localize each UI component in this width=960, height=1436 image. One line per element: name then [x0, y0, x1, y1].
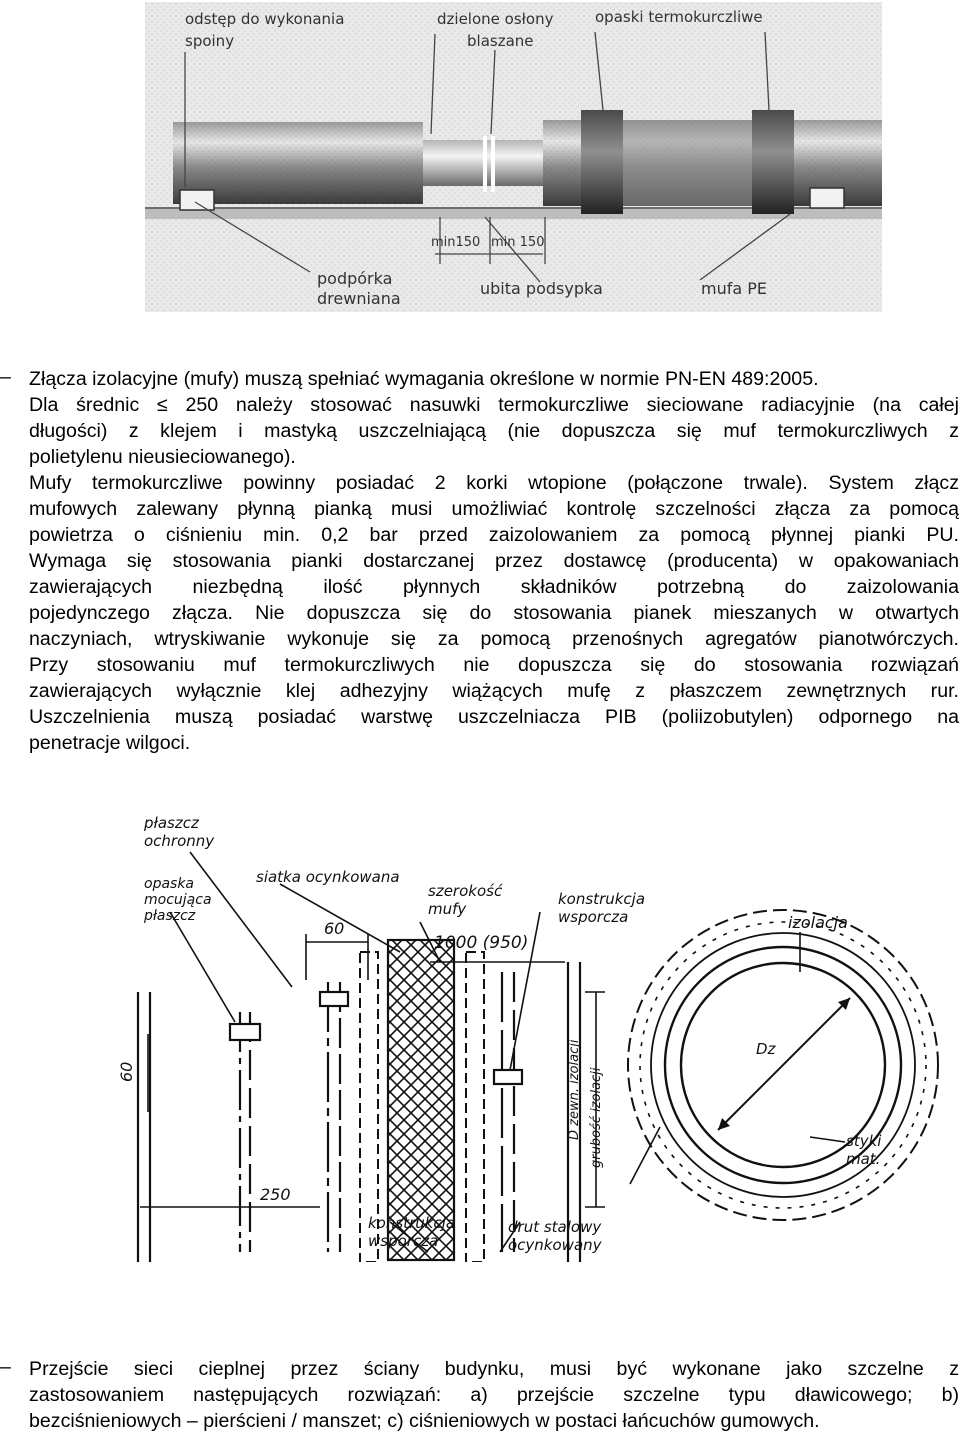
section2-paragraph: [29, 1356, 959, 1434]
section2-line: Przejście sieci cieplnej przez ściany budynku, musi być wykonane jako szczelne z: [29, 1358, 959, 1380]
joint-section-drawing: [110, 812, 950, 1262]
label-jacket-line1: płaszcz: [144, 814, 199, 832]
section1-line: Uszczelnienia muszą posiadać warstwę uszczelniacza PIB (poliizobutylen) odpornego na: [29, 706, 959, 728]
label-joints-line2: mat.: [846, 1150, 881, 1168]
joint-section-figure: [110, 812, 950, 1262]
pipe-cross-section: [628, 910, 938, 1220]
section1-paragraph: [29, 366, 959, 756]
label-min-right: min 150: [491, 235, 545, 250]
label-mesh: siatka ocynkowana: [256, 868, 400, 886]
label-sleeve: mufa PE: [701, 279, 768, 298]
section1-line: zawierających niezbędną ilość płynnych składników potrzebną do zaizolowania: [29, 576, 959, 598]
label-band-line2: mocująca: [144, 892, 212, 908]
label-split-covers-line2: blaszane: [467, 32, 534, 50]
wood-support-right: [810, 188, 844, 208]
label-construction-top-line1: konstrukcja: [558, 890, 646, 908]
label-bedding: ubita podsypka: [480, 279, 603, 298]
label-width-line1: szerokość: [428, 882, 503, 900]
label-dim-1000: 1000 (950): [434, 933, 529, 953]
pipe-joint-drawing: [145, 2, 882, 312]
section1-line: Wymaga się stosowania pianki dostarczanej przez dostawcę (producenta) w opakowaniach: [29, 550, 959, 572]
label-gap-line2: spoiny: [185, 32, 235, 50]
label-d-ext: D zewn. izolacji: [567, 1039, 582, 1140]
label-band-line1: opaska: [144, 876, 195, 892]
label-shrink-bands: opaski termokurczliwe: [595, 8, 763, 26]
label-split-covers-line1: dzielone osłony: [437, 10, 554, 28]
label-gap-line1: odstęp do wykonania: [185, 10, 345, 28]
section1-line: mufowych zalewany płynną pianką musi umożliwiać kontrolę szczelności złącza za pomocą: [29, 498, 959, 520]
label-construction-top-line2: wsporcza: [558, 908, 629, 926]
label-jacket-line2: ochronny: [144, 832, 215, 850]
section2-line: bezciśnieniowych – pierścieni / manszet; c) ciśnieniowych w postaci łańcuchów gumowych.: [29, 1410, 820, 1432]
section1-line: penetracje wilgoci.: [29, 732, 191, 754]
label-construction-bottom-line1: konstrukcja: [368, 1214, 456, 1232]
label-wire-line1: drut stalowy: [508, 1218, 602, 1236]
label-width-line2: mufy: [428, 900, 467, 918]
label-joints-line1: styki: [846, 1132, 882, 1150]
shrink-band-right: [752, 110, 794, 214]
section1-line: Przy stosowaniu muf termokurczliwych nie dopuszcza się do stosowania rozwiązań: [29, 654, 959, 676]
label-dz: Dz: [756, 1040, 776, 1058]
bullet-dash-2: –: [0, 1356, 11, 1378]
section1-line: długości) z klejem i mastyką uszczelniającą (nie dopuszcza się muf termokurczliwych z: [29, 420, 959, 442]
section2-line: zastosowaniem następujących rozwiązań: a) przejście szczelne typu dławicowego; b): [29, 1384, 959, 1406]
section1-line: naczyniach, wtryskiwanie wykonuje się za pomocą przenośnych agregatów pianotwórczych.: [29, 628, 959, 650]
shrink-band-left: [581, 110, 623, 214]
section1-line: Mufy termokurczliwe powinny posiadać 2 korki wtopione (połączone trwale). System złącz: [29, 472, 959, 494]
label-support-line2: drewniana: [317, 289, 401, 308]
section1-line: zawierających wyłącznie klej adhezyjny wiążących mufę z płaszczem zewnętrznych rur.: [29, 680, 959, 702]
section1-line: pojedynczego złącza. Nie dopuszcza się do stosowania pianek mieszanych w otwartych: [29, 602, 959, 624]
section1-line: powietrza o ciśnieniu min. 0,2 bar przed zaizolowaniem za pomocą płynnej pianki PU.: [29, 524, 959, 546]
pipe-joint-figure: [145, 2, 882, 312]
label-dim-60-side: 60: [117, 1061, 136, 1082]
section1-line: Dla średnic ≤ 250 należy stosować nasuwki termokurczliwe sieciowane radiacyjnie (na całej: [29, 394, 959, 416]
label-wire-line2: ocynkowany: [508, 1236, 602, 1254]
label-thickness: grubość izolacji: [589, 1067, 604, 1168]
label-support-line1: podpórka: [317, 269, 393, 288]
label-min-left: min150: [431, 235, 481, 250]
section1-line: polietylenu nieusieciowanego).: [29, 446, 296, 468]
wood-support-left: [180, 190, 214, 210]
label-construction-bottom-line2: wsporcza: [368, 1232, 439, 1250]
bullet-dash-1: –: [0, 366, 11, 388]
label-insulation: izolacja: [788, 913, 848, 932]
label-dim-250: 250: [260, 1185, 291, 1204]
galvanized-mesh: [388, 940, 454, 1260]
label-band-line3: płaszcz: [144, 908, 196, 924]
label-dim-60-top: 60: [324, 919, 345, 938]
section1-line: Złącza izolacyjne (mufy) muszą spełniać wymagania określone w normie PN-EN 489:2005.: [29, 368, 819, 390]
